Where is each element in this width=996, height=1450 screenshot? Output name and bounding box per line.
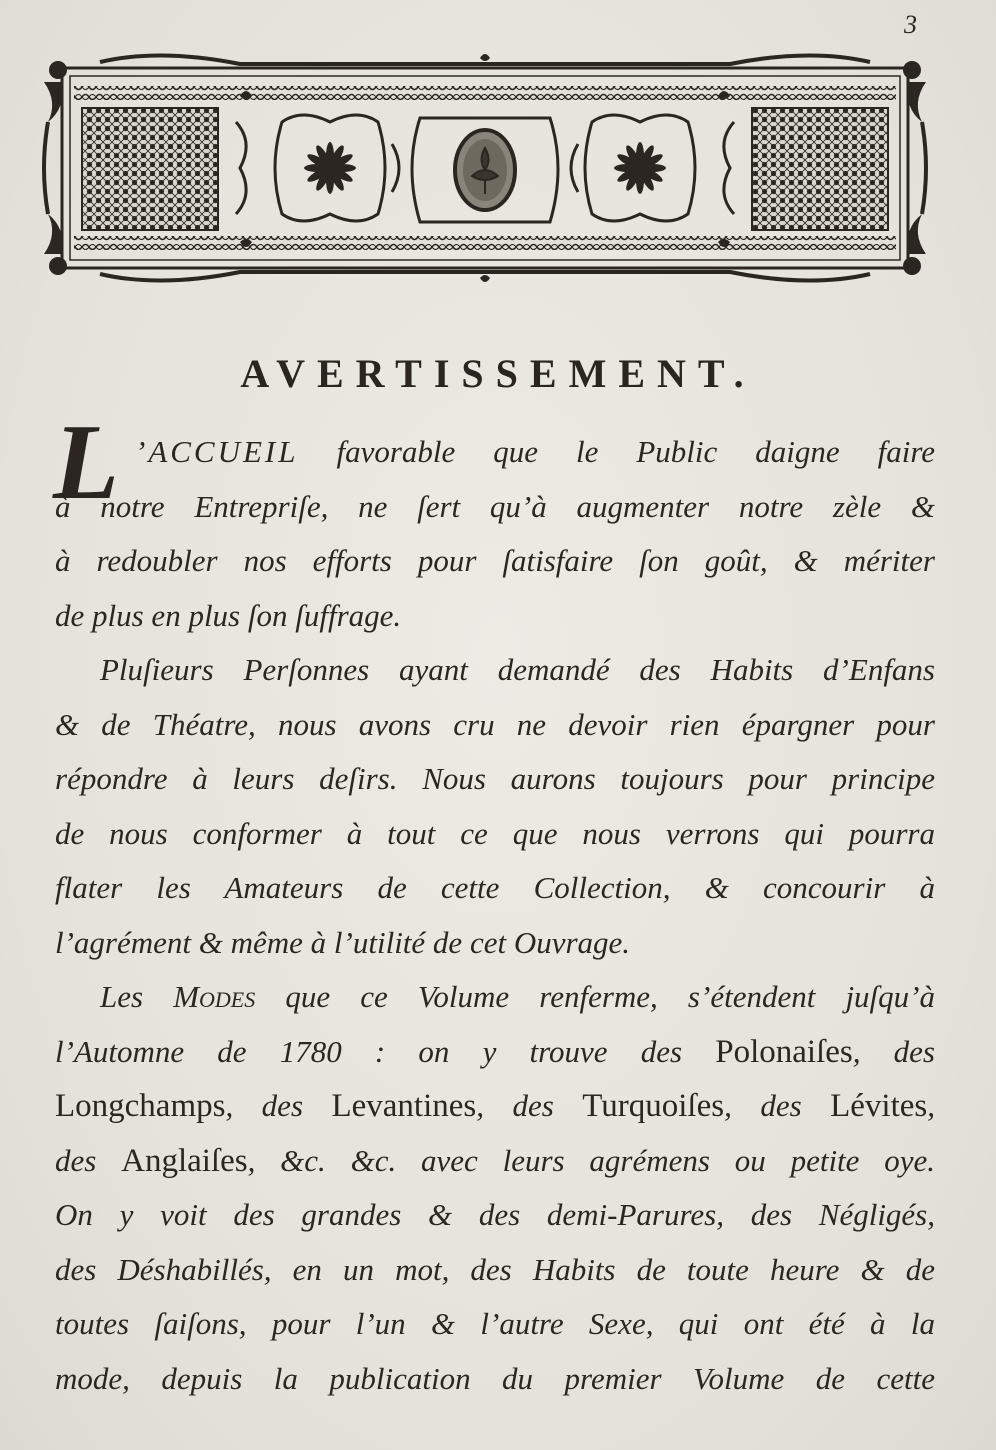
text-fragment: , des [225, 1088, 332, 1123]
paragraph-2 [55, 643, 935, 970]
drop-cap-letter: L [53, 403, 119, 522]
text-line [55, 1134, 935, 1189]
garment-name: Levantines [331, 1088, 477, 1124]
text-fragment: Les [100, 979, 174, 1014]
text-fragment: , [927, 1088, 936, 1123]
text-fragment: , des [476, 1088, 583, 1123]
garment-name: Lévites [830, 1088, 928, 1124]
text-line: On y voit des grandes & des demi-Parures, des Négligés, [55, 1197, 935, 1232]
text-fragment: , des [852, 1033, 935, 1069]
text-line: de plus en plus ſon ſuffrage. [55, 597, 402, 633]
text-line: toutes ſaiſons, pour l’un & l’autre Sexe, qui ont été à la [55, 1306, 935, 1341]
text-line: des Déshabillés, en un mot, des Habits de toute heure & de [55, 1251, 935, 1287]
garment-name: Turquoiſes [582, 1088, 725, 1124]
section-heading: AVERTISSEMENT. [240, 351, 756, 396]
modes-word: Modes [173, 979, 256, 1014]
paragraph-1 [53, 403, 935, 643]
text-line [55, 970, 935, 1025]
text-fragment: , &c. &c. avec leurs agrémens ou petite oye. [247, 1142, 936, 1178]
body-text [53, 403, 936, 1406]
text-fragment: que ce Volume renferme, s’étendent juſqu’à [255, 979, 935, 1014]
text-fragment: , des [724, 1088, 831, 1123]
lead-word: ’ACCUEIL [135, 434, 299, 469]
paragraph-3 [55, 970, 935, 1406]
text-line: à redoubler nos efforts pour ſatisfaire ſon goût, & mériter [55, 543, 935, 578]
text-line [55, 425, 935, 480]
page-number: 3 [904, 10, 917, 39]
text-fragment: l’Automne de 1780 : on y trouve des [55, 1033, 716, 1069]
text-fragment: des [55, 1142, 122, 1178]
text-fragment: favorable que le Public daigne faire [336, 434, 935, 469]
text-line: Pluſieurs Perſonnes ayant demandé des Habits d’Enfans [100, 652, 935, 687]
garment-name: Longchamps [55, 1088, 226, 1124]
text-line: & de Théatre, nous avons cru ne devoir rien épargner pour [55, 706, 935, 742]
garment-name: Anglaiſes [121, 1142, 248, 1179]
text-line: à notre Entrepriſe, ne ſert qu’à augmenter notre zèle & [55, 488, 935, 524]
text-line: mode, depuis la publication du premier Volume de cette [55, 1360, 935, 1396]
text-line: répondre à leurs deſirs. Nous aurons toujours pour principe [55, 761, 935, 796]
decorative-headpiece-ornament [40, 52, 930, 284]
text-line: l’agrément & même à l’utilité de cet Ouvrage. [55, 924, 631, 960]
text-line: de nous conformer à tout ce que nous verrons qui pourra [55, 815, 935, 851]
text-line [55, 1025, 935, 1080]
text-line: flater les Amateurs de cette Collection, & concourir à [55, 870, 935, 905]
text-line [55, 1079, 935, 1134]
garment-name: Polonaiſes [715, 1033, 853, 1070]
